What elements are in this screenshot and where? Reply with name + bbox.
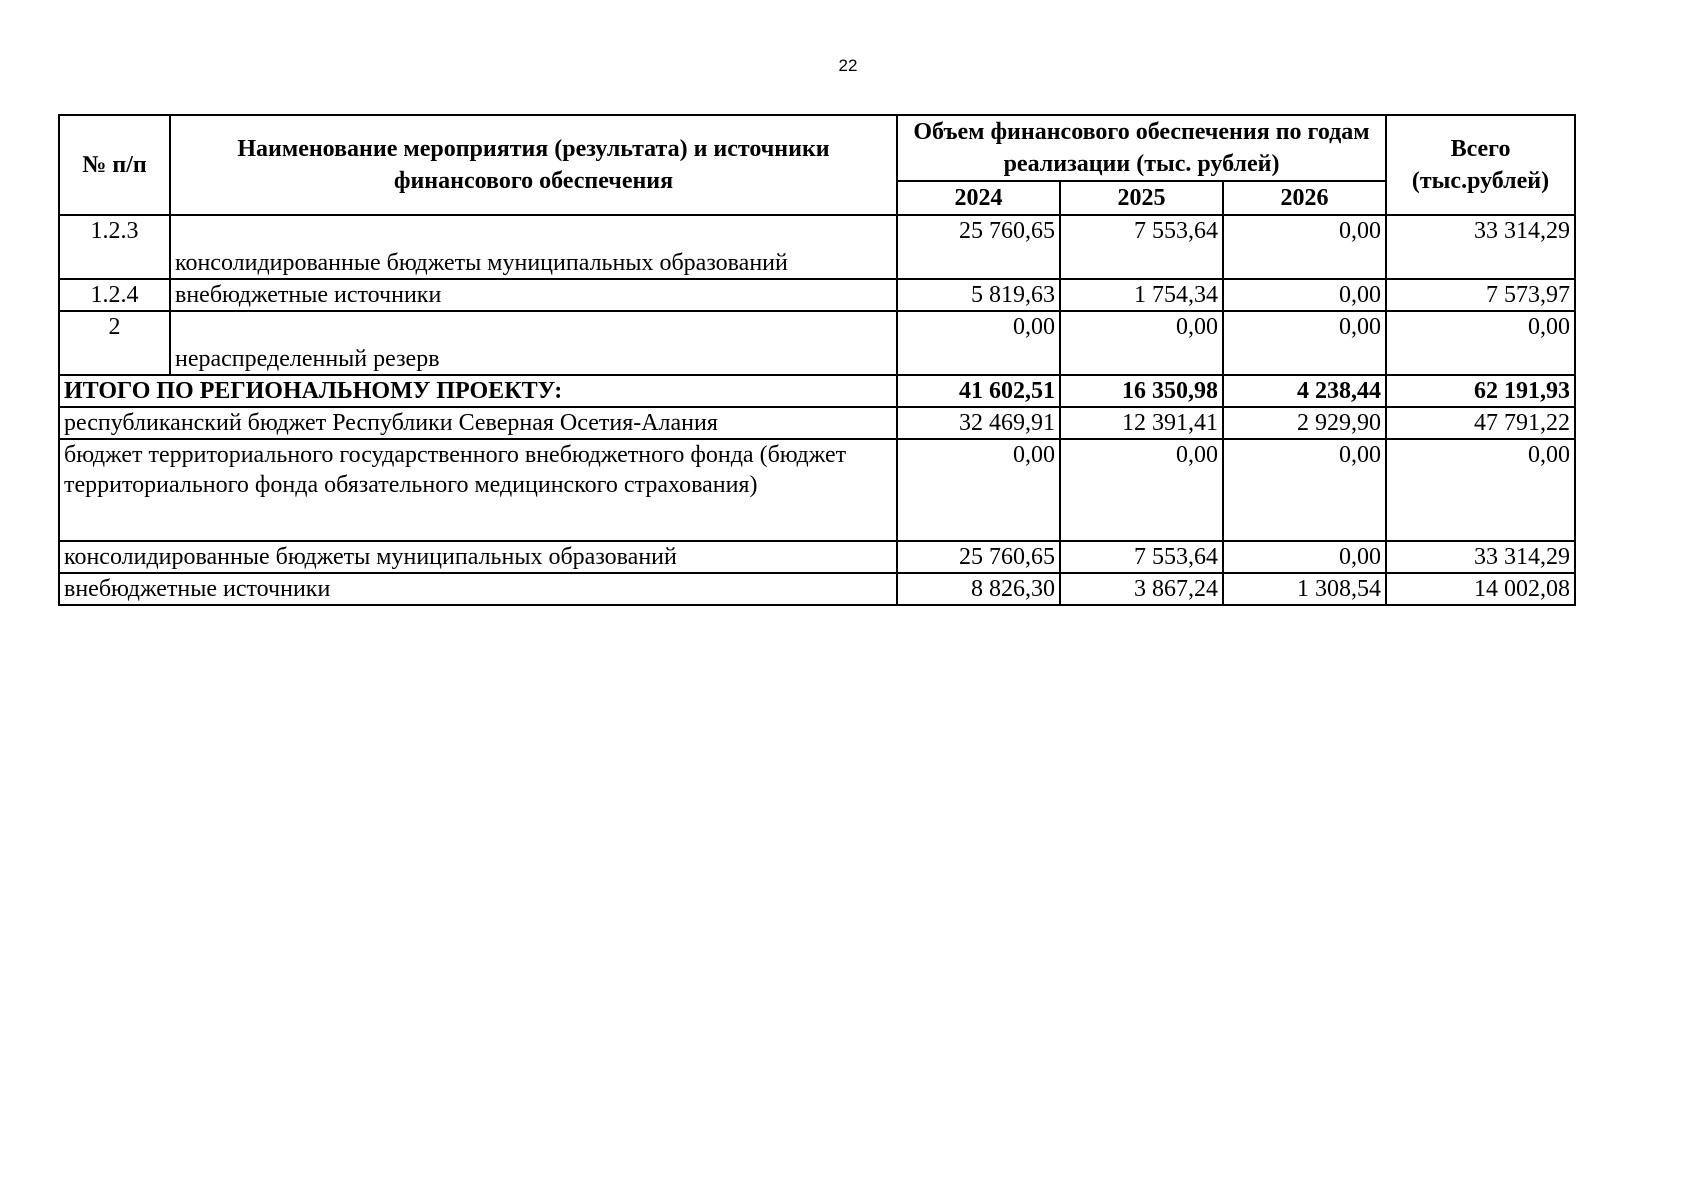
value-2026: 2 929,90 bbox=[1223, 407, 1386, 439]
value-2024: 5 819,63 bbox=[897, 279, 1060, 311]
page-number: 22 bbox=[838, 56, 858, 75]
row-num: 2 bbox=[59, 311, 170, 375]
value-2025: 7 553,64 bbox=[1060, 215, 1223, 279]
value-2025: 16 350,98 bbox=[1060, 375, 1223, 407]
value-2026: 0,00 bbox=[1223, 541, 1386, 573]
row-name: внебюджетные источники bbox=[170, 279, 897, 311]
header-total: Всего (тыс.рублей) bbox=[1386, 115, 1575, 215]
row-name: нераспределенный резерв bbox=[170, 311, 897, 375]
total-label: ИТОГО ПО РЕГИОНАЛЬНОМУ ПРОЕКТУ: bbox=[59, 375, 897, 407]
header-volume: Объем финансового обеспечения по годам реализации (тыс. рублей) bbox=[897, 115, 1386, 181]
value-2026: 1 308,54 bbox=[1223, 573, 1386, 605]
header-year-2024: 2024 bbox=[897, 181, 1060, 215]
value-2026: 0,00 bbox=[1223, 215, 1386, 279]
value-2024: 0,00 bbox=[897, 439, 1060, 541]
value-2024: 32 469,91 bbox=[897, 407, 1060, 439]
table-row bbox=[59, 439, 1575, 541]
row-name: бюджет территориального государственного внебюджетного фонда (бюджет территориального фонда обязательного медицинского страхования) bbox=[59, 439, 897, 541]
value-2024: 8 826,30 bbox=[897, 573, 1060, 605]
value-total: 33 314,29 bbox=[1386, 541, 1575, 573]
value-total: 0,00 bbox=[1386, 311, 1575, 375]
total-row bbox=[59, 375, 1575, 407]
table-row bbox=[59, 407, 1575, 439]
value-2026: 0,00 bbox=[1223, 279, 1386, 311]
header-year-2026: 2026 bbox=[1223, 181, 1386, 215]
row-num: 1.2.3 bbox=[59, 215, 170, 279]
value-total: 47 791,22 bbox=[1386, 407, 1575, 439]
header-name: Наименование мероприятия (результата) и источники финансового обеспечения bbox=[170, 115, 897, 215]
table-row bbox=[59, 311, 1575, 375]
value-2026: 0,00 bbox=[1223, 439, 1386, 541]
table-row bbox=[59, 573, 1575, 605]
table-row bbox=[59, 279, 1575, 311]
value-total: 0,00 bbox=[1386, 439, 1575, 541]
table-row bbox=[59, 541, 1575, 573]
value-total: 62 191,93 bbox=[1386, 375, 1575, 407]
value-total: 7 573,97 bbox=[1386, 279, 1575, 311]
header-num: № п/п bbox=[59, 115, 170, 215]
value-2025: 12 391,41 bbox=[1060, 407, 1223, 439]
value-2025: 7 553,64 bbox=[1060, 541, 1223, 573]
value-2024: 25 760,65 bbox=[897, 541, 1060, 573]
value-2025: 0,00 bbox=[1060, 311, 1223, 375]
value-2024: 0,00 bbox=[897, 311, 1060, 375]
row-name: консолидированные бюджеты муниципальных образований bbox=[59, 541, 897, 573]
row-num: 1.2.4 bbox=[59, 279, 170, 311]
value-2025: 3 867,24 bbox=[1060, 573, 1223, 605]
table-row bbox=[59, 215, 1575, 279]
row-name: консолидированные бюджеты муниципальных образований bbox=[170, 215, 897, 279]
row-name: республиканский бюджет Республики Северная Осетия-Алания bbox=[59, 407, 897, 439]
value-2025: 1 754,34 bbox=[1060, 279, 1223, 311]
value-2025: 0,00 bbox=[1060, 439, 1223, 541]
value-2024: 41 602,51 bbox=[897, 375, 1060, 407]
row-name: внебюджетные источники bbox=[59, 573, 897, 605]
value-total: 14 002,08 bbox=[1386, 573, 1575, 605]
value-2024: 25 760,65 bbox=[897, 215, 1060, 279]
financing-table bbox=[58, 114, 1576, 606]
value-2026: 0,00 bbox=[1223, 311, 1386, 375]
value-2026: 4 238,44 bbox=[1223, 375, 1386, 407]
header-year-2025: 2025 bbox=[1060, 181, 1223, 215]
value-total: 33 314,29 bbox=[1386, 215, 1575, 279]
